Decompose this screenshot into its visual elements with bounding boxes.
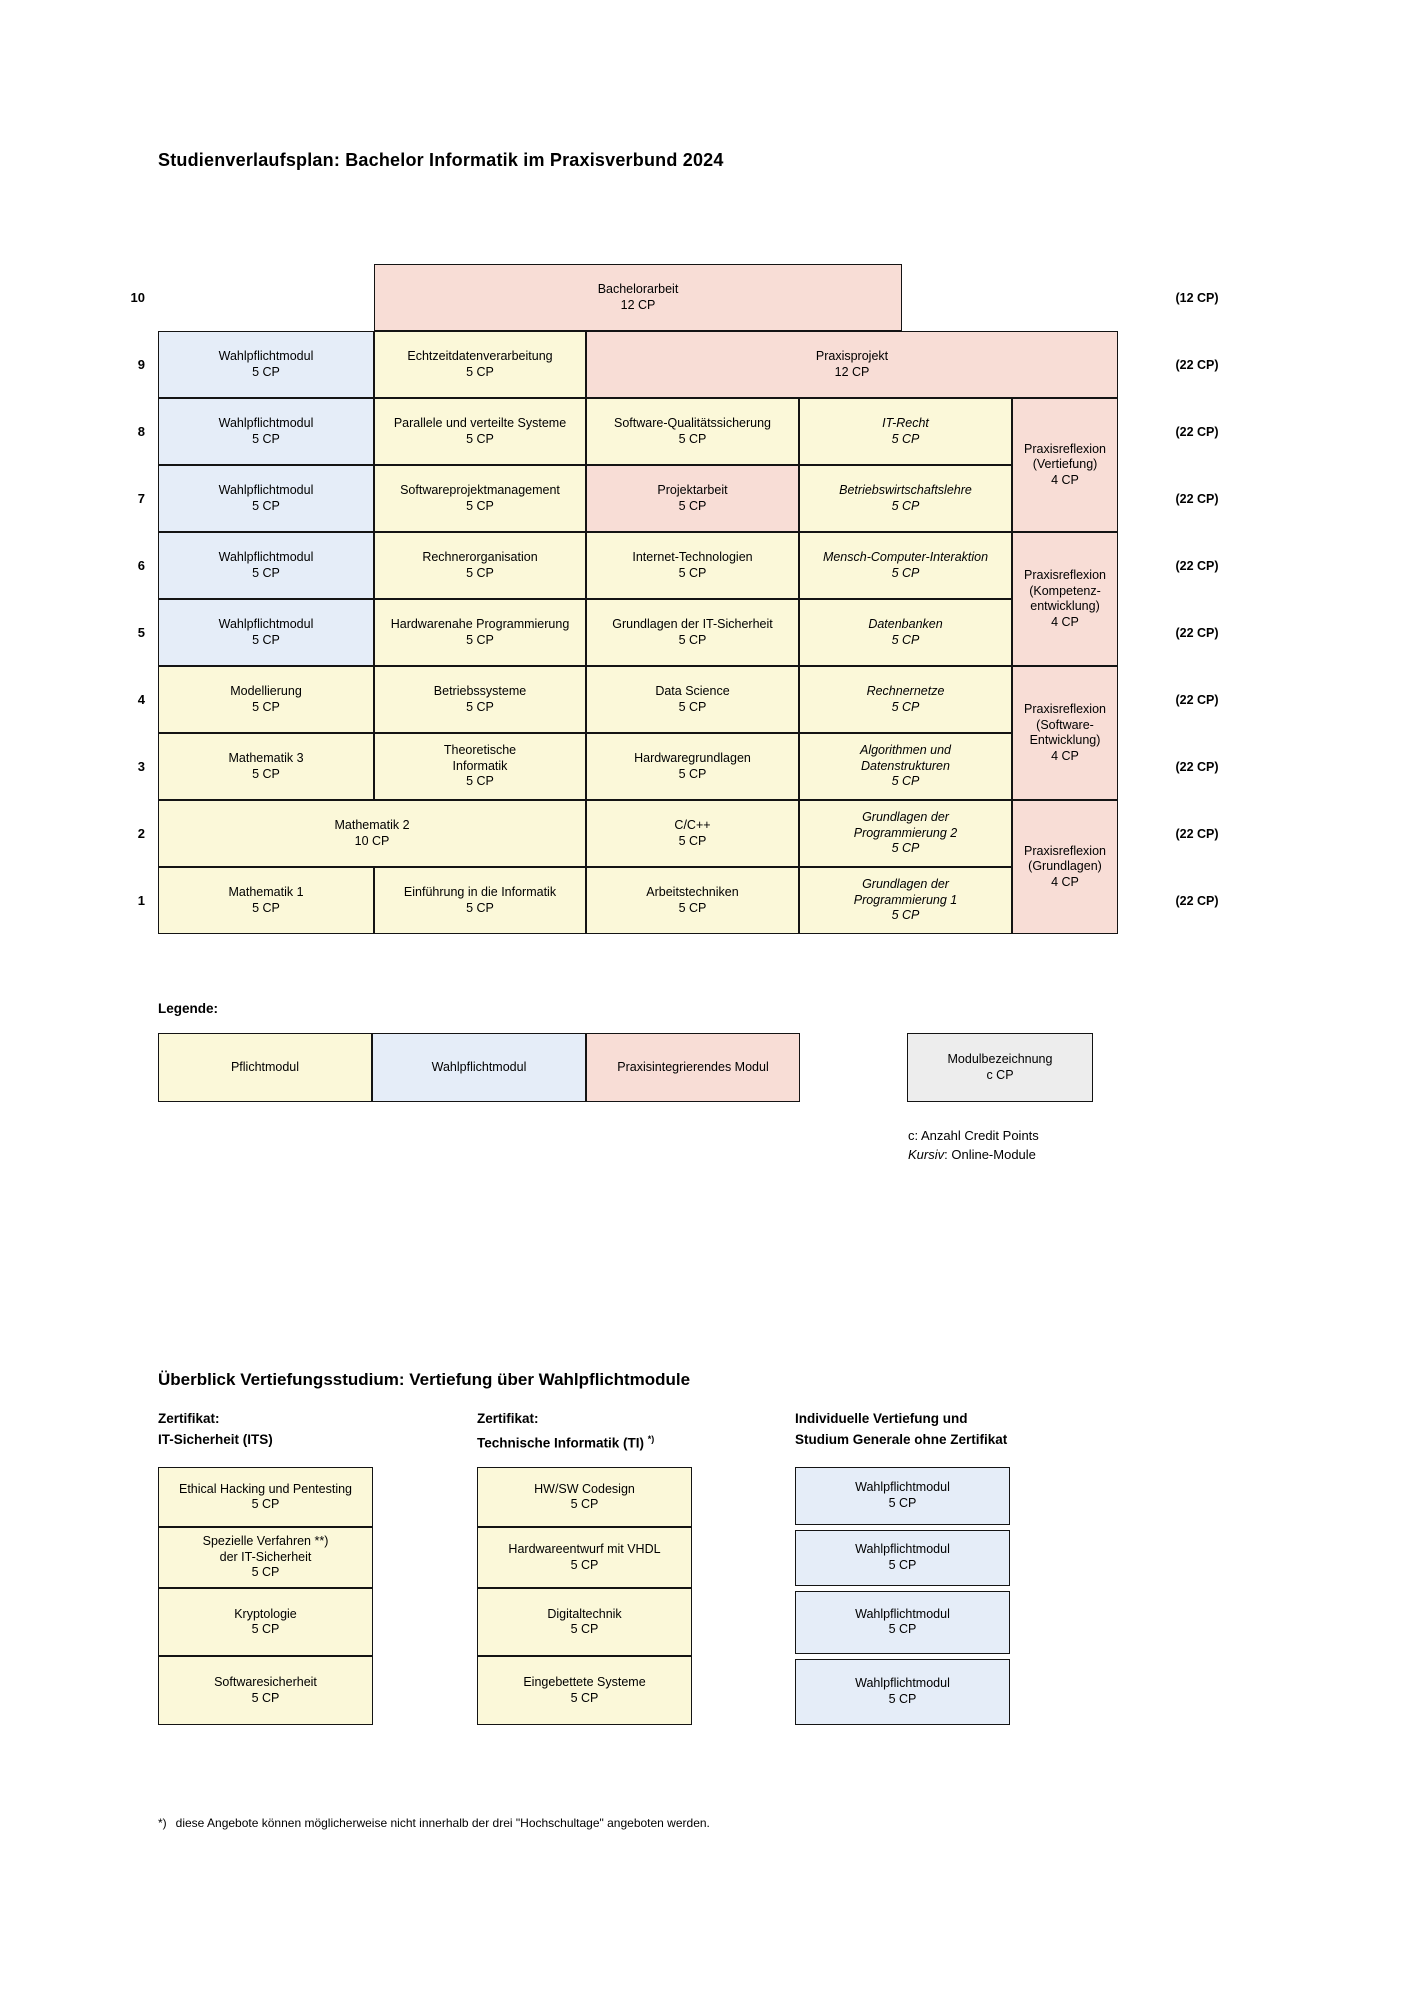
box-text-line: Praxisreflexion — [1024, 843, 1106, 858]
box-text-line: 4 CP — [1051, 614, 1079, 629]
vertiefung-box-2-0 — [795, 1467, 1010, 1525]
module-cell-echtzeitdatenverarbeitung — [374, 331, 586, 398]
vertiefung-header-text: Zertifikat: — [158, 1411, 220, 1426]
box-text-line: Mensch-Computer-Interaktion — [822, 550, 989, 564]
box-text-line: 5 CP — [466, 632, 494, 647]
semester-cp-total-4: (22 CP) — [1175, 692, 1219, 707]
vertiefung-box-1-1 — [477, 1527, 692, 1588]
semester-label-1: 1 — [137, 893, 145, 908]
box-text-line: 5 CP — [570, 1557, 599, 1572]
box-text-line: Hardwareentwurf mit VHDL — [508, 1542, 661, 1556]
box-text-line: 5 CP — [252, 632, 280, 647]
box-text-line: c CP — [986, 1067, 1014, 1082]
box-text-line: 5 CP — [466, 900, 494, 915]
semester-cp-total-5: (22 CP) — [1175, 625, 1219, 640]
module-cell-softwareprojektmanagement — [374, 465, 586, 532]
vertiefung-header-text: IT-Sicherheit (ITS) — [158, 1432, 273, 1447]
box-text-line: Modellierung — [230, 684, 302, 698]
semester-cp-total-8: (22 CP) — [1175, 424, 1219, 439]
box-text-line: 5 CP — [251, 1690, 280, 1705]
box-text-line: Softwareprojektmanagement — [400, 483, 560, 497]
box-text-line: Software-Qualitätssicherung — [613, 416, 772, 430]
box-text-line: 5 CP — [891, 908, 920, 923]
box-text-line: Mathematik 2 — [334, 818, 410, 832]
box-text-line: Informatik — [452, 758, 508, 773]
box-text-line: Rechnerorganisation — [422, 550, 538, 564]
semester-label-6: 6 — [137, 558, 145, 573]
semester-cp-total-7: (22 CP) — [1175, 491, 1219, 506]
box-text-line: Mathematik 3 — [228, 751, 304, 765]
box-text-line: 5 CP — [251, 1622, 280, 1636]
box-text-line: Hardwarenahe Programmierung — [390, 617, 570, 631]
box-text-line: 5 CP — [678, 565, 707, 580]
box-text-line: 5 CP — [888, 1691, 917, 1706]
legend-heading: Legende: — [158, 1001, 219, 1016]
module-cell-mathematik-1 — [158, 867, 374, 934]
module-cell-praxisreflexion-kompetenzentwicklung — [1012, 532, 1118, 666]
box-text-line: Data Science — [655, 684, 730, 698]
module-cell-mathematik-2 — [158, 800, 586, 867]
vertiefung-header-0 — [158, 1408, 273, 1450]
box-text-line: Betriebswirtschaftslehre — [839, 483, 972, 497]
box-text-line: 5 CP — [678, 833, 707, 848]
module-cell-algorithmen-und-datenstrukturen — [799, 733, 1012, 800]
vertiefung-header-line — [158, 1408, 273, 1429]
module-cell-betriebswirtschaftslehre — [799, 465, 1012, 532]
module-cell-it-recht — [799, 398, 1012, 465]
vertiefung-header-text: Studium Generale ohne Zertifikat — [795, 1432, 1008, 1447]
box-text-line: 5 CP — [466, 565, 494, 580]
module-cell-betriebssysteme — [374, 666, 586, 733]
module-cell-wahlpflichtmodul-sem8 — [158, 398, 374, 465]
vertiefung-box-0-2 — [158, 1588, 373, 1656]
module-cell-mensch-computer-interaktion — [799, 532, 1012, 599]
vertiefung-header-line — [795, 1408, 1007, 1429]
box-text-line: Rechnernetze — [866, 684, 945, 698]
box-text-line: 4 CP — [1051, 472, 1079, 487]
box-text-line: 5 CP — [891, 498, 920, 513]
semester-label-5: 5 — [137, 625, 145, 640]
box-text-line: 5 CP — [252, 699, 280, 714]
legend-notes — [908, 1126, 1039, 1164]
module-cell-wahlpflichtmodul-sem7 — [158, 465, 374, 532]
box-text-line: Grundlagen der IT-Sicherheit — [612, 617, 773, 631]
box-text-line: (Kompetenz- — [1029, 583, 1101, 598]
legend-item-label: Praxisintegrierendes Modul — [617, 1059, 769, 1074]
legend-note-prefix: Kursiv — [908, 1147, 945, 1162]
box-text-line: Wahlpflichtmodul — [855, 1676, 950, 1691]
box-text-line: Betriebssysteme — [433, 684, 527, 698]
box-text-line: 4 CP — [1051, 874, 1079, 889]
box-text-line: Modulbezeichnung — [947, 1052, 1053, 1066]
box-text-line: Wahlpflichtmodul — [218, 617, 314, 631]
vertiefung-box-1-0 — [477, 1467, 692, 1527]
legend-item-label: Wahlpflichtmodul — [431, 1059, 527, 1074]
semester-cp-total-6: (22 CP) — [1175, 558, 1219, 573]
module-cell-einfuehrung-in-die-informatik — [374, 867, 586, 934]
box-text-line: 5 CP — [570, 1622, 599, 1636]
vertiefung-header-line — [477, 1408, 654, 1429]
semester-cp-total-9: (22 CP) — [1175, 357, 1219, 372]
vertiefung-box-1-2 — [477, 1588, 692, 1656]
box-text-line: 10 CP — [354, 833, 390, 848]
box-text-line: 5 CP — [678, 632, 707, 647]
vertiefung-header-text: Zertifikat: — [477, 1411, 539, 1426]
semester-label-3: 3 — [137, 759, 145, 774]
vertiefung-box-2-2 — [795, 1591, 1010, 1654]
legend-note-text: : Online-Module — [944, 1147, 1036, 1162]
box-text-line: 5 CP — [891, 774, 920, 789]
legend-note-1 — [908, 1145, 1039, 1164]
module-cell-praxisreflexion-softwareentwicklung — [1012, 666, 1118, 800]
legend-item-wahl — [372, 1033, 586, 1102]
module-cell-rechnernetze — [799, 666, 1012, 733]
semester-label-8: 8 — [137, 424, 145, 439]
vertiefung-header-footnote-mark: *) — [647, 1434, 655, 1444]
vertiefung-header-line — [795, 1429, 1007, 1450]
box-text-line: 5 CP — [252, 900, 280, 915]
box-text-line: Grundlagen der — [862, 877, 949, 892]
module-cell-internet-technologien — [586, 532, 799, 599]
module-cell-hardwarenahe-programmierung — [374, 599, 586, 666]
box-text-line: 5 CP — [252, 431, 280, 446]
box-text-line: Einführung in die Informatik — [403, 885, 557, 899]
box-text-line: 5 CP — [252, 364, 280, 379]
semester-label-7: 7 — [137, 491, 145, 506]
box-text-line: 5 CP — [891, 699, 920, 714]
box-text-line: 5 CP — [891, 431, 920, 446]
box-text-line: Algorithmen und — [859, 743, 952, 758]
box-text-line: Praxisprojekt — [815, 349, 889, 363]
module-cell-grundlagen-der-it-sicherheit — [586, 599, 799, 666]
module-cell-bachelorarbeit — [374, 264, 902, 331]
page-title: Studienverlaufsplan: Bachelor Informatik im Praxisverbund 2024 — [158, 150, 724, 170]
semester-cp-total-1: (22 CP) — [1175, 893, 1219, 908]
footnote — [158, 1816, 710, 1830]
legend-item-praxis — [586, 1033, 800, 1102]
box-text-line: 12 CP — [620, 297, 656, 312]
box-text-line: 5 CP — [570, 1690, 599, 1705]
box-text-line: Kryptologie — [234, 1606, 297, 1621]
module-cell-modellierung — [158, 666, 374, 733]
legend-note-0 — [908, 1126, 1039, 1145]
box-text-line: 5 CP — [251, 1497, 280, 1511]
semester-label-9: 9 — [137, 357, 145, 372]
box-text-line: entwicklung) — [1030, 599, 1100, 613]
module-cell-wahlpflichtmodul-sem5 — [158, 599, 374, 666]
module-cell-praxisreflexion-vertiefung — [1012, 398, 1118, 532]
box-text-line: 5 CP — [888, 1557, 917, 1572]
vertiefung-box-0-3 — [158, 1656, 373, 1725]
semester-cp-total-2: (22 CP) — [1175, 826, 1219, 841]
legend-item-label: Pflichtmodul — [230, 1059, 300, 1074]
box-text-line: Datenbanken — [868, 617, 943, 631]
box-text-line: Theoretische — [443, 743, 517, 758]
vertiefung-header-2 — [795, 1408, 1007, 1450]
module-cell-data-science — [586, 666, 799, 733]
box-text-line: Grundlagen der — [862, 810, 949, 825]
box-text-line: Internet-Technologien — [632, 550, 753, 564]
legend-note-text: : Anzahl Credit Points — [914, 1128, 1039, 1143]
box-text-line: 5 CP — [466, 774, 494, 789]
box-text-line: Wahlpflichtmodul — [218, 349, 314, 363]
module-cell-theoretische-informatik — [374, 733, 586, 800]
vertiefung-box-1-3 — [477, 1656, 692, 1725]
box-text-line: 5 CP — [570, 1497, 599, 1511]
box-text-line: 4 CP — [1051, 748, 1079, 763]
box-text-line: 5 CP — [252, 565, 280, 580]
box-text-line: 5 CP — [888, 1622, 917, 1636]
box-text-line: Praxisreflexion — [1024, 568, 1106, 582]
module-cell-mathematik-3 — [158, 733, 374, 800]
module-cell-arbeitstechniken — [586, 867, 799, 934]
vertiefung-header-line — [477, 1429, 654, 1454]
box-text-line: Eingebettete Systeme — [523, 1675, 646, 1689]
vertiefung-box-0-0 — [158, 1467, 373, 1527]
box-text-line: 5 CP — [466, 699, 494, 714]
module-cell-hardwaregrundlagen — [586, 733, 799, 800]
vertiefung-box-0-1 — [158, 1527, 373, 1588]
box-text-line: 5 CP — [252, 498, 280, 513]
module-cell-grundlagen-der-programmierung-2 — [799, 800, 1012, 867]
box-text-line: HW/SW Codesign — [534, 1481, 635, 1496]
box-text-line: 5 CP — [678, 900, 707, 915]
box-text-line: 5 CP — [678, 766, 707, 781]
module-cell-wahlpflichtmodul-sem9 — [158, 331, 374, 398]
module-cell-datenbanken — [799, 599, 1012, 666]
box-text-line: Wahlpflichtmodul — [855, 1480, 950, 1495]
semester-label-10: 10 — [130, 290, 145, 305]
box-text-line: Praxisreflexion — [1024, 702, 1106, 716]
vertiefung-header-1 — [477, 1408, 654, 1454]
module-cell-parallele-und-verteilte-systeme — [374, 398, 586, 465]
box-text-line: Spezielle Verfahren **) — [202, 1534, 329, 1549]
box-text-line: 5 CP — [466, 498, 494, 513]
semester-cp-total-10: (12 CP) — [1175, 290, 1219, 305]
box-text-line: Programmierung 1 — [853, 892, 958, 907]
vertiefung-box-2-1 — [795, 1530, 1010, 1586]
footnote-text: diese Angebote können möglicherweise nicht innerhalb der drei "Hochschultage" angeboten werden. — [175, 1816, 710, 1830]
semester-label-4: 4 — [137, 692, 145, 707]
box-text-line: 5 CP — [678, 699, 707, 714]
box-text-line: Parallele und verteilte Systeme — [393, 416, 567, 430]
vertiefung-section-title: Überblick Vertiefungsstudium: Vertiefung über Wahlpflichtmodule — [158, 1370, 691, 1389]
box-text-line: Wahlpflichtmodul — [218, 483, 314, 497]
box-text-line: Wahlpflichtmodul — [855, 1606, 950, 1621]
box-text-line: Wahlpflichtmodul — [218, 416, 314, 430]
vertiefung-header-text: Individuelle Vertiefung und — [795, 1411, 968, 1426]
module-cell-rechnerorganisation — [374, 532, 586, 599]
box-text-line: Hardwaregrundlagen — [634, 751, 751, 765]
box-text-line: C/C++ — [674, 818, 711, 832]
box-text-line: 5 CP — [891, 632, 920, 647]
module-cell-wahlpflichtmodul-sem6 — [158, 532, 374, 599]
box-text-line: 5 CP — [466, 431, 494, 446]
box-text-line: 5 CP — [252, 766, 280, 781]
box-text-line: 5 CP — [678, 431, 707, 446]
box-text-line: Bachelorarbeit — [597, 282, 679, 296]
box-text-line: IT-Recht — [882, 416, 929, 430]
legend-module-box — [907, 1033, 1093, 1102]
box-text-line: 5 CP — [251, 1565, 280, 1580]
box-text-line: der IT-Sicherheit — [219, 1549, 312, 1564]
box-text-line: Praxisreflexion — [1024, 441, 1106, 456]
box-text-line: 5 CP — [891, 841, 920, 856]
box-text-line: Softwaresicherheit — [214, 1675, 317, 1689]
box-text-line: Ethical Hacking und Pentesting — [178, 1481, 353, 1496]
box-text-line: Datenstrukturen — [861, 758, 950, 773]
vertiefung-box-2-3 — [795, 1659, 1010, 1726]
box-text-line: 5 CP — [888, 1495, 917, 1510]
box-text-line: 5 CP — [891, 565, 920, 580]
box-text-line: Arbeitstechniken — [646, 885, 739, 899]
box-text-line: Mathematik 1 — [228, 885, 304, 899]
module-cell-praxisreflexion-grundlagen — [1012, 800, 1118, 934]
box-text-line: (Software- — [1036, 717, 1094, 732]
box-text-line: (Vertiefung) — [1032, 457, 1098, 472]
vertiefung-header-text: Technische Informatik (TI) — [477, 1435, 648, 1451]
footnote-marker: *) — [158, 1816, 167, 1830]
box-text-line: Projektarbeit — [657, 483, 728, 497]
box-text-line: Wahlpflichtmodul — [855, 1542, 950, 1556]
box-text-line: 5 CP — [678, 498, 707, 513]
legend-note-prefix: c — [908, 1128, 915, 1143]
module-cell-projektarbeit — [586, 465, 799, 532]
box-text-line: Wahlpflichtmodul — [218, 550, 314, 564]
legend-item-pflicht — [158, 1033, 372, 1102]
module-cell-c-cpp — [586, 800, 799, 867]
semester-label-2: 2 — [137, 826, 145, 841]
box-text-line: Programmierung 2 — [853, 825, 958, 840]
module-cell-software-qualitaetssicherung — [586, 398, 799, 465]
box-text-line: 12 CP — [834, 364, 870, 379]
vertiefung-header-line — [158, 1429, 273, 1450]
box-text-line: Echtzeitdatenverarbeitung — [407, 349, 553, 363]
box-text-line: (Grundlagen) — [1028, 859, 1102, 874]
box-text-line: Entwicklung) — [1029, 733, 1101, 747]
box-text-line: 5 CP — [466, 364, 494, 379]
semester-cp-total-3: (22 CP) — [1175, 759, 1219, 774]
module-cell-grundlagen-der-programmierung-1 — [799, 867, 1012, 934]
module-cell-praxisprojekt — [586, 331, 1118, 398]
box-text-line: Digitaltechnik — [547, 1606, 622, 1621]
